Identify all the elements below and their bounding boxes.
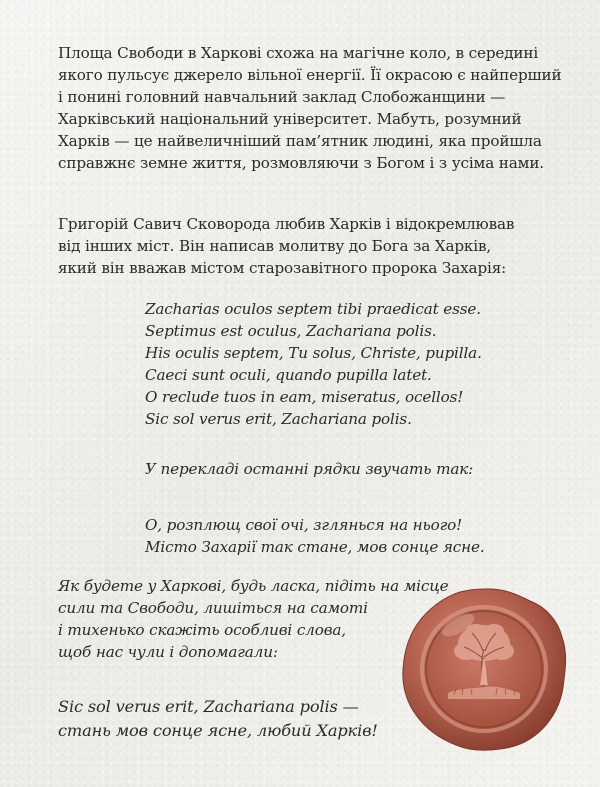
closing-phrase xyxy=(58,695,378,743)
text-line: справжнє земне життя, розмовляючи з Богом і з усіма нами. xyxy=(58,154,544,172)
translation-lines xyxy=(145,514,485,558)
text-line: сили та Свободи, лишіться на самоті xyxy=(58,599,368,617)
text-line: щоб нас чули і допомагали: xyxy=(58,643,278,661)
paragraph-invitation xyxy=(58,575,449,663)
text-line: Харківський національний університет. Мабуть, розумний xyxy=(58,110,522,128)
poem-line: O reclude tuos in eam, miseratus, ocellos! xyxy=(145,388,464,406)
text-line: Площа Свободи в Харкові схожа на магічне коло, в середині xyxy=(58,44,539,62)
text-line: і тихенько скажіть особливі слова, xyxy=(58,621,346,639)
closing-line: стань мов сонце ясне, любий Харків! xyxy=(58,721,378,740)
poem-line: Caeci sunt oculi, quando pupilla latet. xyxy=(145,366,432,384)
translation-line: О, розплющ свої очі, зглянься на нього! xyxy=(145,516,463,534)
text-line: який він вважав містом старозавітного пророка Захарія: xyxy=(58,259,507,277)
text-line: якого пульсує джерело вільної енергії. Її окрасою є найперший xyxy=(58,66,562,84)
paragraph-freedom-square xyxy=(58,42,561,174)
text-line: Харків — це найвеличніший пам’ятник людині, яка пройшла xyxy=(58,132,542,150)
translation-line: Місто Захарії так стане, мов сонце ясне. xyxy=(145,538,485,556)
poem-line: Septimus est oculus, Zachariana polis. xyxy=(145,322,437,340)
poem-line: Zacharias oculos septem tibi praedicat esse. xyxy=(145,300,481,318)
poem-line: Sic sol verus erit, Zachariana polis. xyxy=(145,410,412,428)
closing-line: Sic sol verus erit, Zachariana polis — xyxy=(58,697,359,716)
text-line: Як будете у Харкові, будь ласка, підіть на місце xyxy=(58,577,449,595)
text-line: і понині головний навчальний заклад Слобожанщини — xyxy=(58,88,506,106)
latin-poem xyxy=(145,298,482,430)
translation-intro: У перекладі останні рядки звучать так: xyxy=(145,460,474,478)
text-line: від інших міст. Він написав молитву до Бога за Харків, xyxy=(58,237,492,255)
wax-seal-tree-icon xyxy=(400,585,568,753)
paragraph-skovoroda xyxy=(58,213,514,279)
poem-line: His oculis septem, Tu solus, Christe, pupilla. xyxy=(145,344,482,362)
text-line: Григорій Савич Сковорода любив Харків і відокремлював xyxy=(58,215,515,233)
